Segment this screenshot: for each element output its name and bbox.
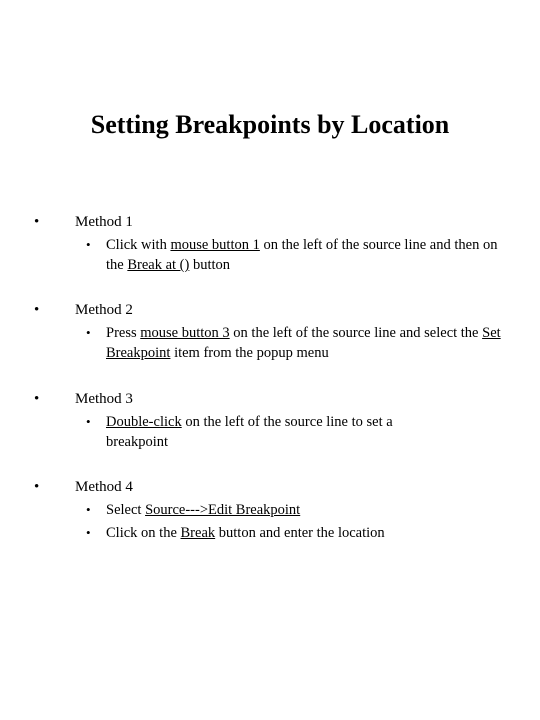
text-segment: button and enter the location [215,525,385,541]
sub-bullet-dot: • [86,325,91,340]
method-2-item-1-text [106,323,506,363]
underlined-term-source-edit-breakpoint: Source--->Edit Breakpoint [145,502,301,518]
sub-bullet-dot: • [86,502,91,517]
underlined-term-mouse-button-1: mouse button 1 [170,237,260,253]
text-segment: Select [106,502,146,518]
method-title: Method 4 [75,479,133,495]
method-3-item-1-text [106,412,446,452]
sub-bullet-dot: • [86,237,91,252]
bullet-dot: • [34,479,40,495]
underlined-term-break-at: Break at () [127,257,190,273]
underlined-term-double-click: Double-click [106,414,182,430]
method-title: Method 2 [75,302,133,318]
sub-bullet-dot: • [86,414,91,429]
underlined-term-break: Break [180,525,216,541]
text-segment: Click on the [106,525,181,541]
text-segment: on the left of the source line to set a breakpoint [106,414,393,450]
method-title: Method 3 [75,391,133,407]
text-segment: button [189,257,231,273]
underlined-term-mouse-button-3: mouse button 3 [140,325,230,341]
bullet-dot: • [34,302,40,318]
text-segment: Press [106,325,141,341]
method-1-item-1-text [106,235,506,275]
method-title: Method 1 [75,214,133,230]
text-segment: Click with [106,237,171,253]
text-segment: item from the popup menu [170,345,329,361]
method-4-item-2-text [106,523,506,543]
slide-title: Setting Breakpoints by Location [90,110,450,139]
bullet-dot: • [34,214,40,230]
sub-bullet-dot: • [86,525,91,540]
text-segment: on the left of the source line and then on the [106,237,498,273]
underlined-term-set-breakpoint: Set Breakpoint [106,325,501,361]
method-4-item-1-text [106,500,506,520]
bullet-dot: • [34,391,40,407]
text-segment: on the left of the source line and select the [229,325,483,341]
